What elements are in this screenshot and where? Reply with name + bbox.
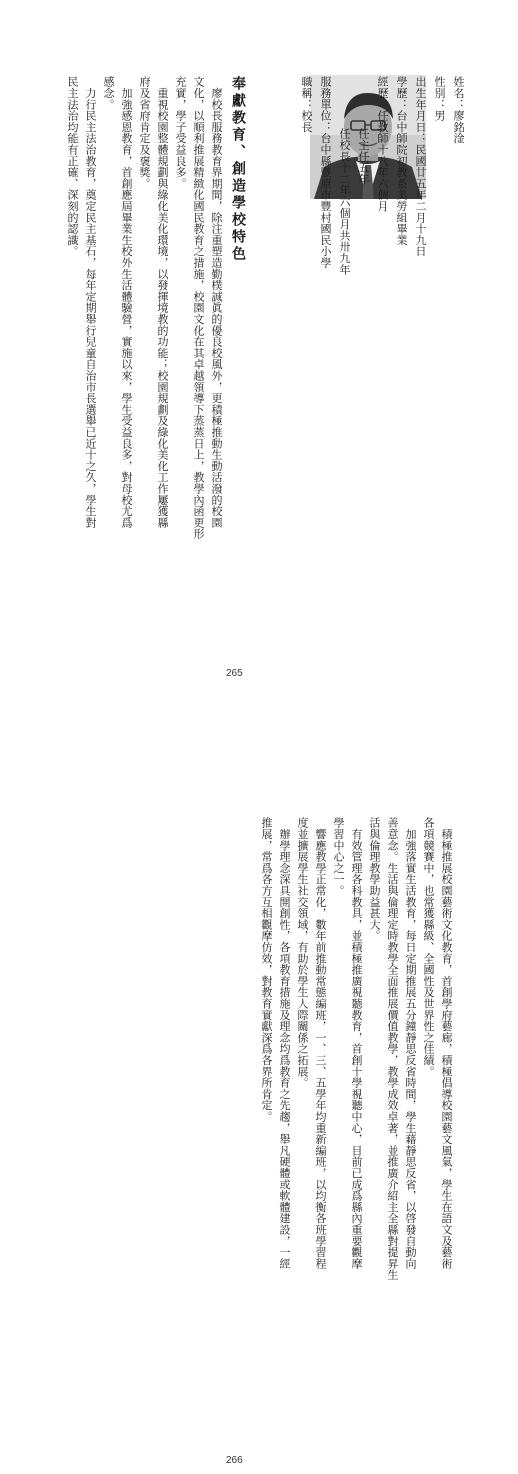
profile-career: 經歷：任教師十八年六個月 xyxy=(376,76,389,212)
body-line: 積極推展校園藝術文化教育，首創學府藝廊，積極倡導校園藝文風氣，學生在語文及藝術 xyxy=(440,817,453,1269)
body-line: 府及省府肯定及褒獎。 xyxy=(138,76,151,189)
body-line: 辦學理念深具開創性，各項教育措施及理念均爲教育之先趨，舉凡硬體或軟體建設，一經 xyxy=(278,817,291,1269)
profile-career-line: 任主任五年 xyxy=(357,128,370,185)
body-line: 加強落實生活教育，每日定期推展五分鐘靜思反省時間，學生藉靜思反省，以啓發自動向 xyxy=(404,817,417,1269)
body-line: 響應教學正常化，數年前推動常態編班，一、三、五學年均重新編班，以均衡各班學習程 xyxy=(314,817,327,1269)
body-line: 感念。 xyxy=(102,76,115,110)
section-heading: 奉獻教育、創造學校特色 xyxy=(230,76,246,263)
body-line: 推展，常爲各方互相觀摩仿效，對教育實獻深爲各界所肯定。 xyxy=(260,817,273,1123)
body-line: 文化，以順利推展精緻化國民教育之措施，校園文化在其卓越領導下蒸蒸日上，教學內函更形 xyxy=(192,76,205,540)
profile-name: 姓名：廖銘淦 xyxy=(452,76,465,144)
body-line: 善意念。生活與倫理定時教學全面推展價值教學，教學成效卓著，並推廣介紹主全縣對提昇生 xyxy=(386,817,399,1281)
profile-education: 學歷：台中師院初教系美勞組畢業 xyxy=(395,76,408,246)
page-266 xyxy=(0,737,518,1474)
body-line: 活與倫理教學助益甚大。 xyxy=(368,817,381,942)
page-number: 266 xyxy=(226,1455,243,1466)
profile-career-line: 任校長十二年六個月共卅九年 xyxy=(338,128,351,275)
body-line: 學習中心之一。 xyxy=(332,817,345,897)
profile-title: 職稱：校長 xyxy=(300,76,313,133)
body-line: 力行民主法治教育，奠定民主基石，每年定期舉行兒童自治市長選舉已近十之久，學生對 xyxy=(84,76,97,528)
body-line: 重視校園整體規劃與綠化美化環境，以發揮境教的功能；校園規劃及綠化美化工作屢獲縣 xyxy=(156,76,169,528)
profile-unit: 服務單位：台中縣豐原市豐村國民小學 xyxy=(319,76,332,269)
body-line: 度並擴展學生社交領域，有助於學生人際關係之拓展。 xyxy=(296,817,309,1089)
body-line: 廖校長服務教育界期間，除注重塑造勤樸誠眞的優良校風外，更積極推動生動活潑的校園 xyxy=(210,76,223,528)
body-line: 各項競賽中，也常獲縣級、全國性及世界性之佳績。 xyxy=(422,817,435,1077)
page-number: 265 xyxy=(226,668,243,679)
profile-gender: 性別：男 xyxy=(433,76,446,122)
body-line: 有效管理各科教具，並積極推廣視聽教育，首創十學視聽中心，目前已成爲縣內重要觀摩 xyxy=(350,817,363,1269)
body-line: 充實，學子受益良多。 xyxy=(174,76,187,189)
profile-birth: 出生年月日：民國廿五年二月十九日 xyxy=(414,76,427,257)
body-line: 加強感恩教育，首創應屆畢業生校外生活體驗營，實施以來，學生受益良多，對母校尤爲 xyxy=(120,76,133,528)
body-line: 民主法治均能有正確、深刻的認識。 xyxy=(66,76,79,257)
